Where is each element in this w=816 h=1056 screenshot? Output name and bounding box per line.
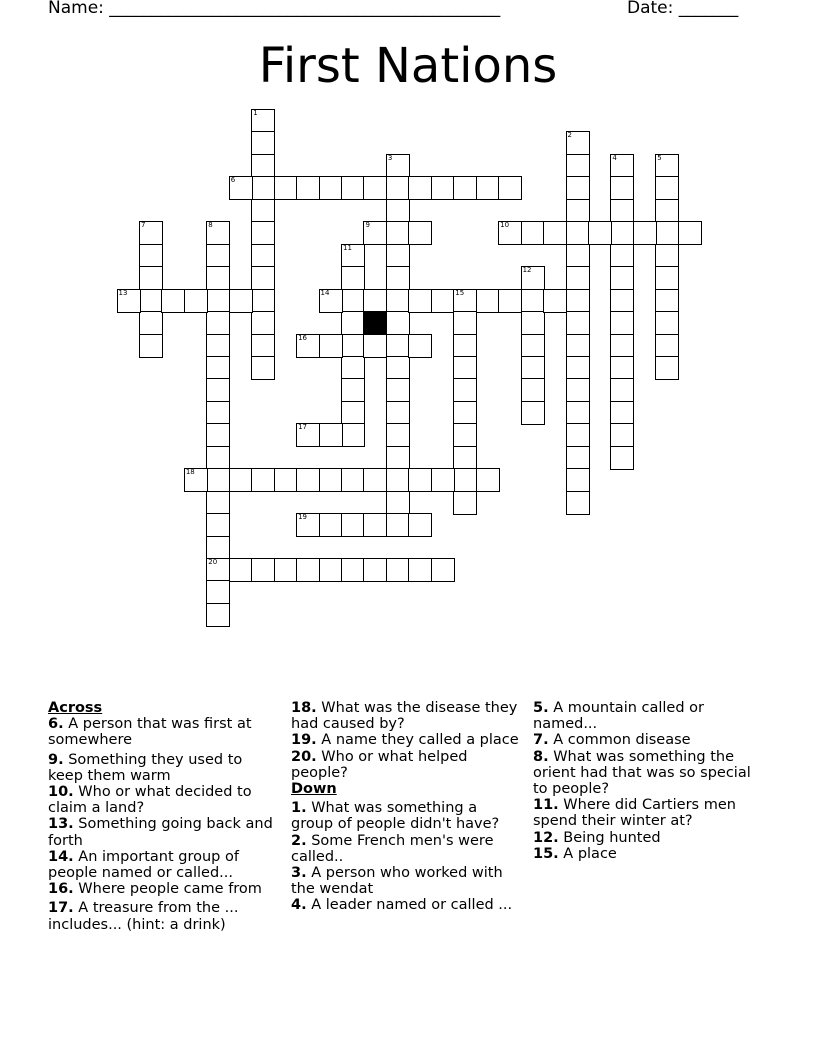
clue-across-13: 13. Something going back and forth [48,816,273,849]
clue-across-6: 6. A person that was first at somewhere [48,716,252,749]
grid-cell-number: 9 [365,221,370,230]
grid-cell[interactable] [566,401,590,425]
clue-across-18: 18. What was the disease they had caused by? [291,700,518,733]
grid-cell[interactable] [498,289,522,313]
grid-cell[interactable] [655,244,679,268]
grid-cell[interactable] [610,199,634,223]
grid-cell[interactable] [139,221,163,245]
clue-across-9: 9. Something they used to keep them warm [48,751,243,784]
grid-cell[interactable] [341,401,365,425]
grid-cell[interactable] [521,334,545,358]
grid-cell[interactable] [251,244,275,268]
grid-cell[interactable] [453,468,477,492]
grid-cell[interactable] [251,558,275,582]
grid-cell[interactable] [341,289,365,313]
grid-cell[interactable] [566,491,590,515]
grid-cell[interactable] [251,334,275,358]
grid-cell[interactable] [296,468,320,492]
clues-column-1 [48,700,276,933]
grid-cell[interactable] [610,311,634,335]
grid-cell[interactable] [566,244,590,268]
grid-cell[interactable] [251,109,275,133]
grid-cell[interactable] [206,401,230,425]
grid-cell[interactable] [363,289,387,313]
grid-cell[interactable] [566,423,590,447]
grid-cell-number: 3 [387,153,393,162]
grid-cell-number: 1 [253,109,258,117]
grid-cell[interactable] [610,401,634,425]
grid-cell[interactable] [453,356,477,380]
grid-cell[interactable] [408,289,432,313]
grid-cell-number: 5 [657,153,662,162]
grid-cell[interactable] [386,311,410,335]
grid-cell[interactable] [521,289,545,313]
grid-cell[interactable] [251,154,275,178]
grid-cell[interactable] [206,423,230,447]
grid-cell[interactable] [453,446,477,470]
grid-cell[interactable] [319,513,343,537]
grid-cell[interactable] [566,378,590,402]
grid-cell[interactable] [453,401,477,425]
clue-down-2: 2. Some French men's were called.. [291,832,494,865]
grid-cell[interactable] [341,266,365,290]
grid-cell[interactable] [386,244,410,268]
grid-cell[interactable] [117,289,141,313]
grid-cell[interactable] [521,401,545,425]
grid-cell[interactable] [139,289,163,313]
clue-down-1: 1. What was something a group of people didn't have? [291,800,500,833]
grid-cell[interactable] [251,468,275,492]
grid-cell[interactable] [386,176,410,200]
grid-cell[interactable] [251,199,275,223]
grid-cell[interactable] [453,334,477,358]
grid-cell[interactable] [566,311,590,335]
grid-cell-number: 16 [298,333,308,342]
grid-cell[interactable] [341,423,365,447]
grid-cell[interactable] [386,221,410,245]
grid-cell[interactable] [341,176,365,200]
grid-cell[interactable] [206,378,230,402]
grid-cell[interactable] [319,468,343,492]
grid-cell[interactable] [408,176,432,200]
grid-cell[interactable] [566,221,590,245]
grid-cell[interactable] [251,221,275,245]
grid-cell[interactable] [610,221,634,245]
grid-cell[interactable] [610,154,634,178]
grid-cell[interactable] [610,266,634,290]
grid-cell[interactable] [655,356,679,380]
clue-across-14: 14. An important group of people named or called... [48,848,239,882]
clue-down-4: 4. A leader named or called ... [291,897,513,914]
black-square [363,311,387,335]
grid-cell[interactable] [341,334,365,358]
grid-cell[interactable] [386,289,410,313]
grid-cell[interactable] [408,334,432,358]
grid-cell[interactable] [386,468,410,492]
grid-cell[interactable] [296,423,320,447]
grid-cell[interactable] [566,289,590,313]
grid-cell[interactable] [386,199,410,223]
grid-cell[interactable] [610,334,634,358]
grid-cell[interactable] [206,468,230,492]
grid-cell[interactable] [206,580,230,604]
grid-cell[interactable] [431,176,455,200]
grid-cell[interactable] [319,176,343,200]
grid-cell[interactable] [476,176,500,200]
grid-cell[interactable] [386,401,410,425]
grid-cell[interactable] [363,468,387,492]
grid-cell[interactable] [184,289,208,313]
grid-cell[interactable] [386,266,410,290]
grid-cell-number: 15 [455,288,465,297]
grid-cell[interactable] [363,513,387,537]
grid-cell[interactable] [251,176,275,200]
grid-cell[interactable] [341,244,365,268]
grid-cell[interactable] [229,468,253,492]
clues-column-2 [291,700,523,914]
grid-cell[interactable] [341,356,365,380]
grid-cell[interactable] [296,334,320,358]
grid-cell[interactable] [139,311,163,335]
grid-cell[interactable] [296,558,320,582]
grid-cell-number: 8 [208,221,213,230]
grid-cell[interactable] [521,356,545,380]
grid-cell[interactable] [566,131,590,155]
grid-cell[interactable] [341,558,365,582]
clue-across-19: 19. A name they called a place [291,732,519,749]
grid-cell[interactable] [521,311,545,335]
grid-cell[interactable] [206,266,230,290]
clue-across-17: 17. A treasure from the ... includes... (hint: a drink) [48,900,239,933]
grid-cell[interactable] [206,491,230,515]
grid-cell[interactable] [431,468,455,492]
grid-cell[interactable] [341,378,365,402]
grid-cell[interactable] [341,468,365,492]
grid-cell[interactable] [521,266,545,290]
grid-cell[interactable] [498,176,522,200]
grid-cell[interactable] [408,513,432,537]
grid-cell[interactable] [453,423,477,447]
grid-cell[interactable] [274,558,298,582]
grid-cell[interactable] [655,311,679,335]
grid-cell[interactable] [206,311,230,335]
clue-across-20: 20. Who or what helped people? [291,748,468,781]
clue-down-15: 15. A place [533,845,617,862]
grid-cell[interactable] [274,468,298,492]
grid-cell[interactable] [655,154,679,178]
grid-cell[interactable] [206,244,230,268]
grid-cell-number: 6 [230,176,236,185]
grid-cell[interactable] [566,176,590,200]
grid-cell[interactable] [319,423,343,447]
grid-cell[interactable] [655,334,679,358]
grid-cell[interactable] [386,513,410,537]
clue-down-12: 12. Being hunted [533,829,661,846]
grid-cell[interactable] [610,446,634,470]
grid-cell[interactable] [431,558,455,582]
grid-cell[interactable] [476,289,500,313]
clue-down-8: 8. What was something the orient had that was so special to people? [533,748,751,798]
grid-cell-number: 18 [185,468,195,477]
grid-cell[interactable] [655,199,679,223]
grid-cell[interactable] [341,513,365,537]
grid-cell[interactable] [386,334,410,358]
grid-cell[interactable] [610,176,634,200]
grid-cell[interactable] [386,154,410,178]
grid-cell[interactable] [678,221,702,245]
grid-cell-number: 19 [298,513,308,522]
grid-cell[interactable] [588,221,612,245]
clue-down-7: 7. A common disease [533,732,691,749]
grid-cell-number: 13 [118,288,128,297]
clue-down-11: 11. Where did Cartiers men spend their winter at? [533,797,736,830]
grid-cell[interactable] [206,356,230,380]
grid-cell[interactable] [610,423,634,447]
grid-cell-number: 7 [140,221,146,230]
grid-cell-number: 10 [500,221,510,230]
grid-cell[interactable] [498,221,522,245]
grid-cell[interactable] [139,334,163,358]
grid-cell[interactable] [251,289,275,313]
grid-cell[interactable] [229,558,253,582]
grid-cell[interactable] [566,154,590,178]
grid-cell[interactable] [655,221,679,245]
grid-cell[interactable] [251,311,275,335]
grid-cell[interactable] [274,176,298,200]
clue-across-10: 10. Who or what decided to claim a land? [48,784,252,817]
grid-cell[interactable] [206,536,230,560]
grid-cell[interactable] [566,334,590,358]
grid-cell[interactable] [229,176,253,200]
grid-cell[interactable] [655,176,679,200]
grid-cell[interactable] [251,266,275,290]
grid-cell[interactable] [386,558,410,582]
grid-cell[interactable] [161,289,185,313]
clues-column-3 [533,700,768,862]
grid-cell[interactable] [633,221,657,245]
grid-cell[interactable] [206,446,230,470]
grid-cell[interactable] [319,558,343,582]
grid-cell[interactable] [408,558,432,582]
grid-cell-number: 2 [567,131,572,140]
grid-cell[interactable] [206,221,230,245]
grid-cell-number: 20 [208,558,218,566]
grid-cell[interactable] [139,244,163,268]
grid-cell[interactable] [431,289,455,313]
grid-cell[interactable] [566,266,590,290]
grid-cell[interactable] [610,244,634,268]
grid-cell[interactable] [655,266,679,290]
grid-cell[interactable] [319,289,343,313]
grid-cell-number: 4 [612,153,617,162]
grid-cell[interactable] [319,334,343,358]
grid-cell[interactable] [296,513,320,537]
grid-cell[interactable] [543,221,567,245]
grid-cell[interactable] [566,446,590,470]
grid-cell[interactable] [206,289,230,313]
grid-cell[interactable] [566,356,590,380]
grid-cell[interactable] [521,378,545,402]
grid-cell[interactable] [610,289,634,313]
grid-cell[interactable] [251,131,275,155]
grid-cell[interactable] [655,289,679,313]
grid-cell[interactable] [386,446,410,470]
grid-cell[interactable] [229,289,253,313]
grid-cell[interactable] [408,468,432,492]
grid-cell[interactable] [139,266,163,290]
grid-cell[interactable] [206,603,230,627]
grid-cell[interactable] [453,311,477,335]
grid-cell[interactable] [543,289,567,313]
clue-down-3: 3. A person who worked with the wendat [291,865,503,898]
across-heading: Across [48,700,103,716]
date-field-label: Date: _______ [627,0,739,18]
grid-cell[interactable] [386,378,410,402]
grid-cell[interactable] [453,491,477,515]
grid-cell[interactable] [408,221,432,245]
clue-down-5: 5. A mountain called or named... [533,700,705,733]
grid-cell[interactable] [363,221,387,245]
grid-cell[interactable] [184,468,208,492]
grid-cell-number: 12 [522,266,532,275]
grid-cell[interactable] [386,491,410,515]
grid-cell[interactable] [206,558,230,582]
grid-cell[interactable] [453,289,477,313]
grid-cell[interactable] [363,176,387,200]
grid-cell[interactable] [476,468,500,492]
name-field-label: Name: ______________________________________________ [48,0,501,18]
grid-cell[interactable] [363,558,387,582]
grid-cell[interactable] [566,199,590,223]
grid-cell[interactable] [453,378,477,402]
grid-cell[interactable] [296,176,320,200]
grid-cell[interactable] [386,423,410,447]
grid-cell[interactable] [566,468,590,492]
down-heading: Down [291,781,337,798]
grid-cell[interactable] [363,334,387,358]
grid-cell[interactable] [521,221,545,245]
grid-cell[interactable] [206,513,230,537]
grid-cell[interactable] [251,356,275,380]
grid-cell[interactable] [206,334,230,358]
grid-cell-number: 17 [298,423,308,432]
clue-across-16: 16. Where people came from [48,881,262,898]
grid-cell[interactable] [453,176,477,200]
grid-cell[interactable] [610,356,634,380]
puzzle-title: First Nations [258,38,558,94]
grid-cell[interactable] [341,311,365,335]
grid-cell-number: 14 [320,288,330,297]
grid-cell[interactable] [386,356,410,380]
grid-cell-number: 11 [343,243,352,252]
grid-cell[interactable] [610,378,634,402]
